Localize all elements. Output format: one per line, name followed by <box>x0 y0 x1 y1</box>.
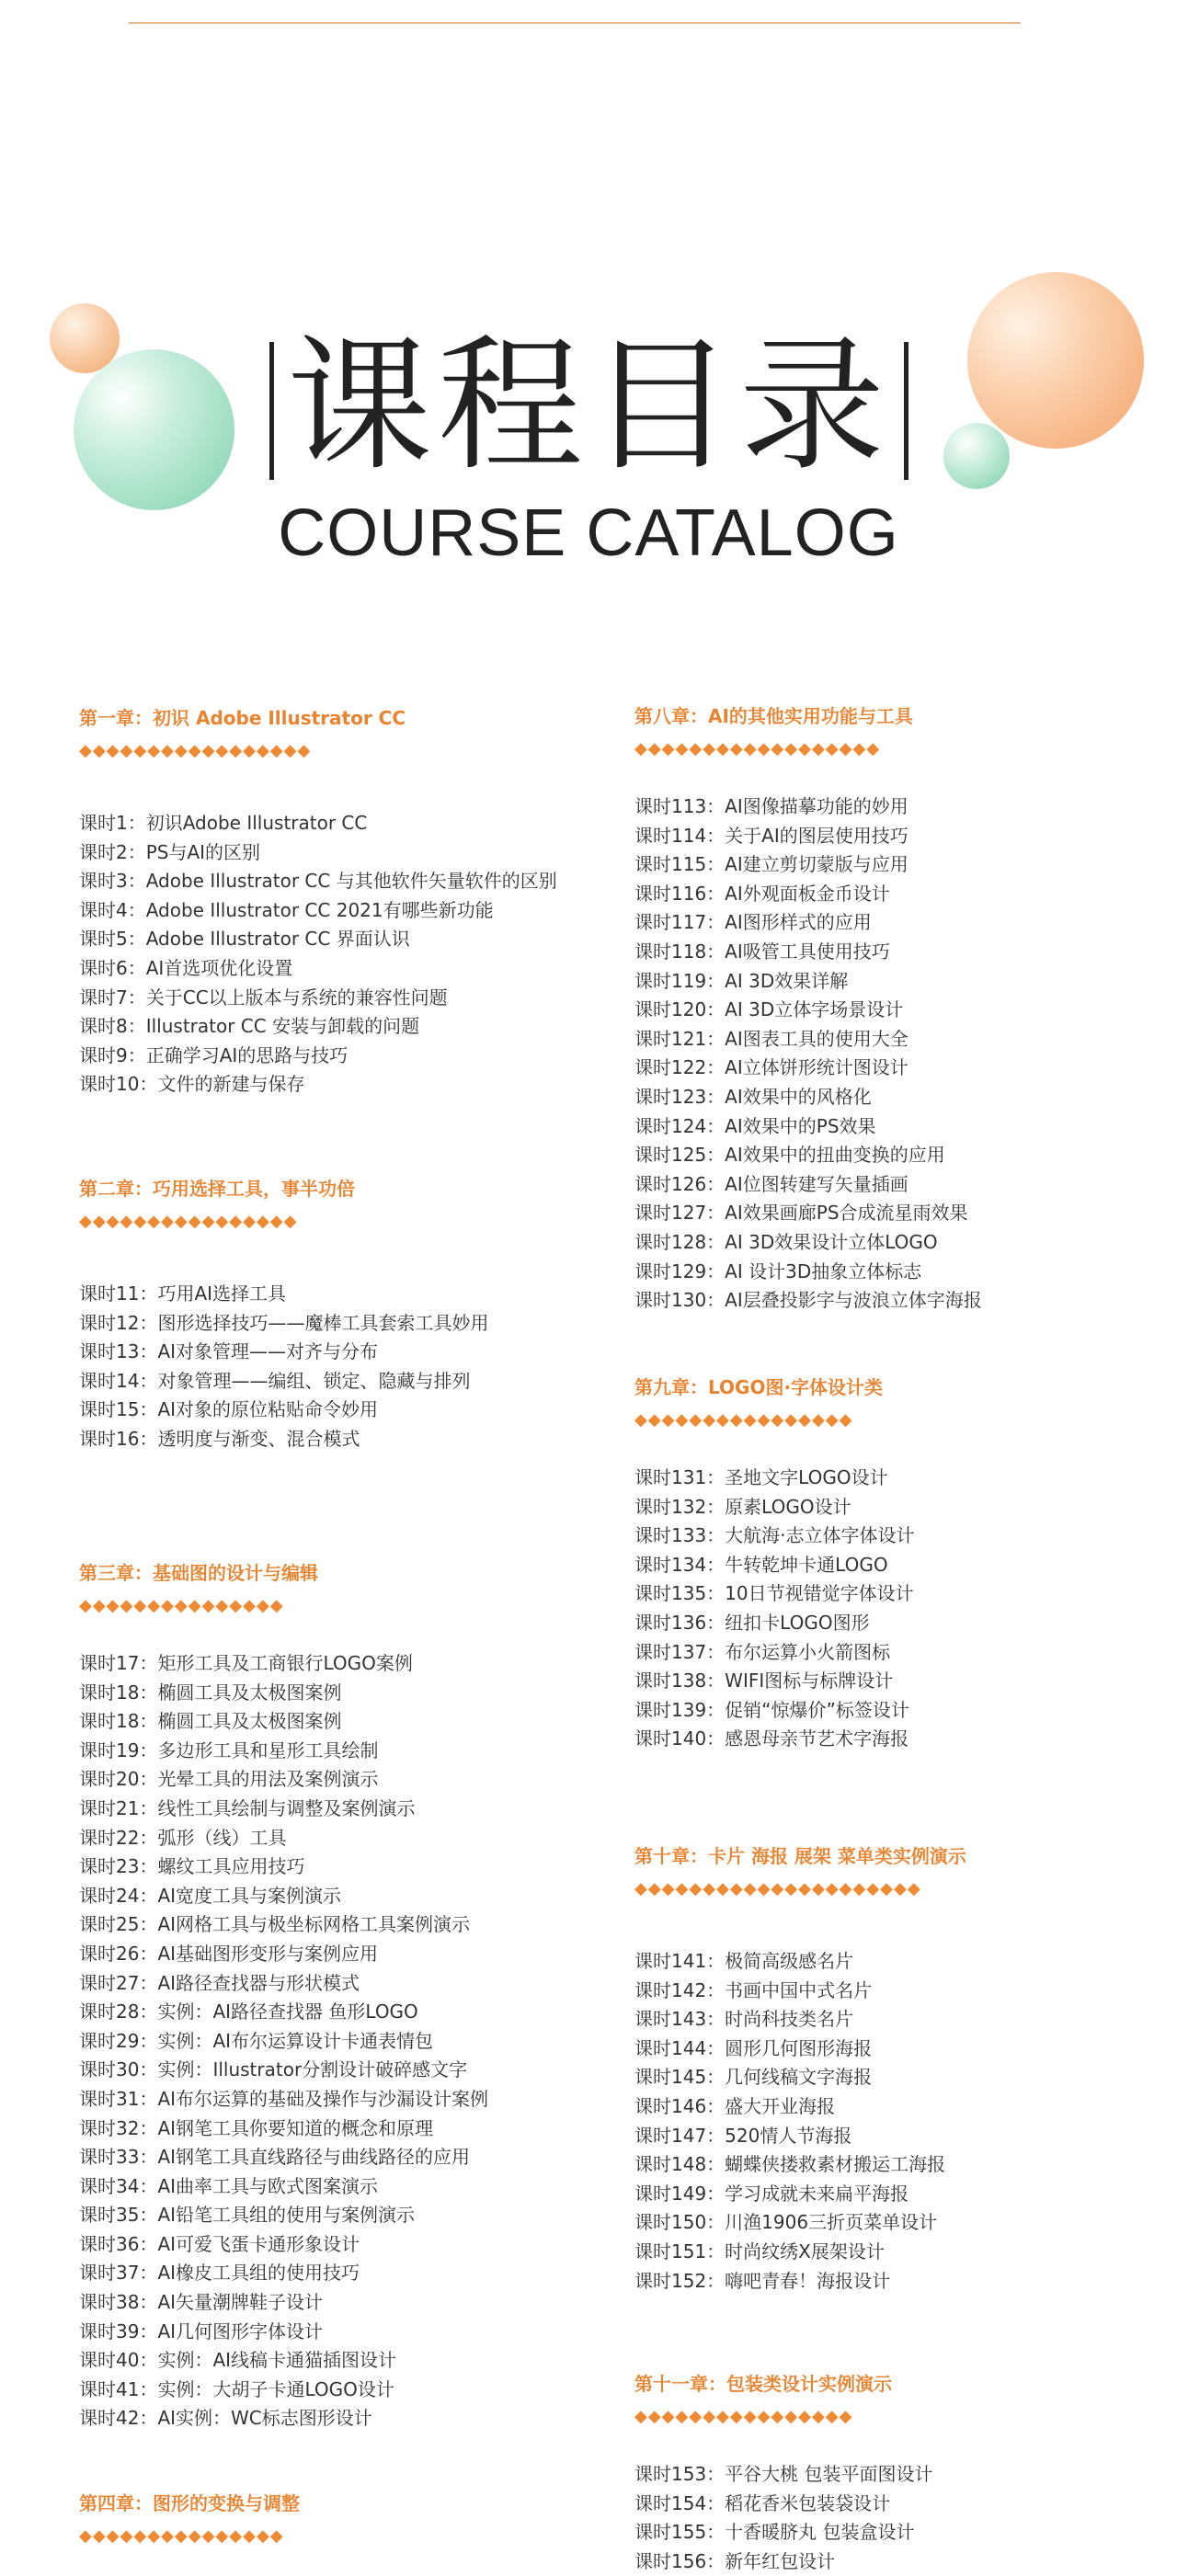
lesson-item[interactable]: 课时147：520情人节海报 <box>634 2124 852 2147</box>
lesson-item[interactable]: 课时42：AI实例：WC标志图形设计 <box>79 2407 372 2430</box>
chapter-diamond-divider: ◆◆◆◆◆◆◆◆◆◆◆◆◆◆◆ <box>79 2526 284 2546</box>
chapter-8 <box>634 704 982 1316</box>
lesson-item[interactable]: 课时18：椭圆工具及太极图案例 <box>79 1710 342 1733</box>
chapter-3 <box>79 1561 488 2434</box>
lesson-item[interactable]: 课时124：AI效果中的PS效果 <box>634 1114 876 1137</box>
lesson-item[interactable]: 课时138：WIFI图标与标牌设计 <box>634 1670 894 1693</box>
lesson-item[interactable]: 课时119：AI 3D效果详解 <box>634 969 849 992</box>
lesson-item[interactable]: 课时143：时尚科技类名片 <box>634 2008 854 2031</box>
lesson-item[interactable]: 课时137：布尔运算小火箭图标 <box>634 1640 891 1663</box>
chapter-diamond-divider: ◆◆◆◆◆◆◆◆◆◆◆◆◆◆◆◆◆ <box>79 741 312 760</box>
chapter-title: 第十一章：包装类设计实例演示 <box>634 2373 892 2395</box>
lesson-item[interactable]: 课时23：螺纹工具应用技巧 <box>79 1855 305 1878</box>
lesson-item[interactable]: 课时29：实例：AI布尔运算设计卡通表情包 <box>79 2029 434 2052</box>
decor-bubble-green-small <box>943 423 1010 489</box>
lesson-item[interactable]: 课时10：文件的新建与保存 <box>79 1073 305 1096</box>
lesson-item[interactable]: 课时26：AI基础图形变形与案例应用 <box>79 1942 379 1965</box>
chapter-4 <box>79 2491 300 2547</box>
chapter-title: 第一章：初识 Adobe Illustrator CC <box>79 707 406 729</box>
lesson-item[interactable]: 课时129：AI 设计3D抽象立体标志 <box>634 1260 922 1282</box>
chapter-title: 第八章：AI的其他实用功能与工具 <box>634 705 913 727</box>
chapter-title: 第十章：卡片 海报 展架 菜单类实例演示 <box>634 1845 966 1867</box>
lesson-item[interactable]: 课时114：关于AI的图层使用技巧 <box>634 824 908 847</box>
lesson-item[interactable]: 课时17：矩形工具及工商银行LOGO案例 <box>79 1652 413 1674</box>
lesson-item[interactable]: 课时121：AI图表工具的使用大全 <box>634 1027 908 1050</box>
lesson-item[interactable]: 课时123：AI效果中的风格化 <box>634 1085 872 1108</box>
lesson-item[interactable]: 课时2：PS与AI的区别 <box>79 840 261 863</box>
lesson-item[interactable]: 课时130：AI层叠投影字与波浪立体字海报 <box>634 1289 982 1312</box>
chapter-11 <box>634 2372 933 2576</box>
lesson-item[interactable]: 课时155：十香暖脐丸 包装盒设计 <box>634 2521 915 2544</box>
title-left-bar <box>269 342 274 480</box>
chapter-10 <box>634 1844 966 2296</box>
chapter-diamond-divider: ◆◆◆◆◆◆◆◆◆◆◆◆◆◆◆◆◆◆◆◆◆ <box>634 1879 921 1898</box>
chapter-9 <box>634 1375 915 1754</box>
lesson-item[interactable]: 课时4：Adobe Illustrator CC 2021有哪些新功能 <box>79 898 494 921</box>
lesson-item[interactable]: 课时28：实例：AI路径查找器 鱼形LOGO <box>79 2000 418 2023</box>
lesson-item[interactable]: 课时139：促销“惊爆价”标签设计 <box>634 1698 909 1721</box>
decor-bubble-orange-large <box>967 272 1144 449</box>
lesson-list <box>79 1649 488 2434</box>
lesson-item[interactable]: 课时32：AI钢笔工具你要知道的概念和原理 <box>79 2116 434 2139</box>
lesson-item[interactable]: 课时152：嗨吧青春！海报设计 <box>634 2269 891 2292</box>
page-title-en: COURSE CATALOG <box>278 496 899 570</box>
lesson-item[interactable]: 课时34：AI曲率工具与欧式图案演示 <box>79 2174 379 2197</box>
lesson-item[interactable]: 课时35：AI铅笔工具组的使用与案例演示 <box>79 2204 416 2227</box>
lesson-item[interactable]: 课时3：Adobe Illustrator CC 与其他软件矢量软件的区别 <box>79 870 557 893</box>
lesson-item[interactable]: 课时131：圣地文字LOGO设计 <box>634 1466 888 1488</box>
lesson-item[interactable]: 课时136：纽扣卡LOGO图形 <box>634 1611 870 1634</box>
lesson-item[interactable]: 课时144：圆形几何图形海报 <box>634 2036 873 2059</box>
lesson-item[interactable]: 课时11：巧用AI选择工具 <box>79 1282 287 1305</box>
chapter-diamond-divider: ◆◆◆◆◆◆◆◆◆◆◆◆◆◆◆ <box>79 1596 284 1615</box>
lesson-item[interactable]: 课时27：AI路径查找器与形状模式 <box>79 1971 360 1994</box>
lesson-item[interactable]: 课时30：实例：Illustrator分割设计破碎感文字 <box>79 2058 468 2081</box>
lesson-item[interactable]: 课时127：AI效果画廊PS合成流星雨效果 <box>634 1202 968 1225</box>
lesson-list <box>79 1280 488 1454</box>
lesson-item[interactable]: 课时115：AI建立剪切蒙版与应用 <box>634 853 908 876</box>
lesson-list <box>79 809 557 1100</box>
lesson-item[interactable]: 课时41：实例：大胡子卡通LOGO设计 <box>79 2377 394 2400</box>
lesson-item[interactable]: 课时126：AI位图转建写矢量插画 <box>634 1172 908 1195</box>
page-title-cn: 课程目录 <box>287 322 890 491</box>
lesson-item[interactable]: 课时13：AI对象管理——对齐与分布 <box>79 1340 379 1363</box>
title-right-bar <box>904 342 908 480</box>
chapter-diamond-divider: ◆◆◆◆◆◆◆◆◆◆◆◆◆◆◆◆ <box>634 2407 853 2426</box>
lesson-item[interactable]: 课时113：AI图像描摹功能的妙用 <box>634 795 908 817</box>
lesson-item[interactable]: 课时19：多边形工具和星形工具绘制 <box>79 1738 379 1761</box>
lesson-item[interactable]: 课时18：椭圆工具及太极图案例 <box>79 1681 342 1704</box>
lesson-item[interactable]: 课时36：AI可爱飞蛋卡通形象设计 <box>79 2232 360 2255</box>
lesson-item[interactable]: 课时24：AI宽度工具与案例演示 <box>79 1884 342 1907</box>
lesson-item[interactable]: 课时135：10日节视错觉字体设计 <box>634 1582 914 1605</box>
lesson-item[interactable]: 课时120：AI 3D立体字场景设计 <box>634 998 904 1021</box>
lesson-item[interactable]: 课时142：书画中国中式名片 <box>634 1978 873 2001</box>
lesson-item[interactable]: 课时6：AI首选项优化设置 <box>79 956 293 979</box>
lesson-item[interactable]: 课时146：盛大开业海报 <box>634 2094 836 2117</box>
lesson-item[interactable]: 课时1：初识Adobe Illustrator CC <box>79 812 368 834</box>
lesson-item[interactable]: 课时33：AI钢笔工具直线路径与曲线路径的应用 <box>79 2146 471 2169</box>
lesson-item[interactable]: 课时149：学习成就未来扁平海报 <box>634 2182 909 2205</box>
lesson-item[interactable]: 课时156：新年红包设计 <box>634 2549 836 2572</box>
lesson-item[interactable]: 课时116：AI外观面板金币设计 <box>634 882 890 905</box>
chapter-1 <box>79 706 557 1100</box>
lesson-item[interactable]: 课时125：AI效果中的扭曲变换的应用 <box>634 1144 945 1167</box>
lesson-item[interactable]: 课时154：稻花香米包装袋设计 <box>634 2491 891 2514</box>
lesson-item[interactable]: 课时134：牛转乾坤卡通LOGO <box>634 1553 888 1576</box>
lesson-item[interactable]: 课时22：弧形（线）工具 <box>79 1826 287 1849</box>
lesson-item[interactable]: 课时31：AI布尔运算的基础及操作与沙漏设计案例 <box>79 2087 489 2110</box>
chapter-title: 第三章：基础图的设计与编辑 <box>79 1562 318 1584</box>
lesson-item[interactable]: 课时122：AI立体饼形统计图设计 <box>634 1056 908 1079</box>
lesson-item[interactable]: 课时21：线性工具绘制与调整及案例演示 <box>79 1796 416 1819</box>
lesson-item[interactable]: 课时151：时尚纹绣X展架设计 <box>634 2240 885 2263</box>
lesson-item[interactable]: 课时16：透明度与渐变、混合模式 <box>79 1427 360 1450</box>
lesson-item[interactable]: 课时25：AI网格工具与极坐标网格工具案例演示 <box>79 1913 471 1936</box>
chapter-diamond-divider: ◆◆◆◆◆◆◆◆◆◆◆◆◆◆◆◆ <box>634 1410 853 1430</box>
lesson-item[interactable]: 课时15：AI对象的原位粘贴命令妙用 <box>79 1398 379 1421</box>
lesson-item[interactable]: 课时148：蝴蝶侠搂救素材搬运工海报 <box>634 2153 946 2176</box>
lesson-item[interactable]: 课时39：AI几何图形字体设计 <box>79 2320 324 2342</box>
lesson-item[interactable]: 课时141：极简高级感名片 <box>634 1950 854 1972</box>
lesson-item[interactable]: 课时145：几何线稿文字海报 <box>634 2066 873 2089</box>
decor-bubble-green-large <box>74 349 234 510</box>
lesson-item[interactable]: 课时8：Illustrator CC 安装与卸载的问题 <box>79 1015 420 1038</box>
lesson-item[interactable]: 课时128：AI 3D效果设计立体LOGO <box>634 1230 938 1253</box>
lesson-item[interactable]: 课时20：光晕工具的用法及案例演示 <box>79 1768 379 1791</box>
lesson-list <box>634 1464 915 1754</box>
chapter-2 <box>79 1177 488 1454</box>
lesson-item[interactable]: 课时7：关于CC以上版本与系统的兼容性问题 <box>79 986 448 1009</box>
top-divider-line <box>129 22 1021 24</box>
lesson-list <box>634 792 982 1316</box>
lesson-item[interactable]: 课时150：川渔1906三折页菜单设计 <box>634 2211 938 2234</box>
lesson-list <box>634 1947 966 2296</box>
chapter-title: 第九章：LOGO图·字体设计类 <box>634 1376 884 1398</box>
lesson-item[interactable]: 课时37：AI橡皮工具组的使用技巧 <box>79 2262 360 2285</box>
lesson-item[interactable]: 课时5：Adobe Illustrator CC 界面认识 <box>79 928 410 951</box>
lesson-item[interactable]: 课时133：大航海·志立体字体设计 <box>634 1524 915 1547</box>
chapter-title: 第四章：图形的变换与调整 <box>79 2492 300 2514</box>
lesson-item[interactable]: 课时132：原素LOGO设计 <box>634 1495 851 1518</box>
lesson-item[interactable]: 课时140：感恩母亲节艺术字海报 <box>634 1727 909 1750</box>
lesson-item[interactable]: 课时12：图形选择技巧——魔棒工具套索工具妙用 <box>79 1311 489 1334</box>
chapter-title: 第二章：巧用选择工具，事半功倍 <box>79 1178 355 1200</box>
lesson-list <box>634 2460 933 2576</box>
lesson-item[interactable]: 课时14：对象管理——编组、锁定、隐藏与排列 <box>79 1369 471 1392</box>
lesson-item[interactable]: 课时118：AI吸管工具使用技巧 <box>634 940 890 963</box>
chapter-diamond-divider: ◆◆◆◆◆◆◆◆◆◆◆◆◆◆◆◆ <box>79 1212 298 1231</box>
lesson-item[interactable]: 课时40：实例：AI线稿卡通猫插图设计 <box>79 2349 397 2372</box>
lesson-item[interactable]: 课时153：平谷大桃 包装平面图设计 <box>634 2463 933 2485</box>
lesson-item[interactable]: 课时117：AI图形样式的应用 <box>634 911 872 934</box>
lesson-item[interactable]: 课时9：正确学习AI的思路与技巧 <box>79 1043 349 1066</box>
lesson-item[interactable]: 课时38：AI矢量潮牌鞋子设计 <box>79 2291 324 2314</box>
chapter-diamond-divider: ◆◆◆◆◆◆◆◆◆◆◆◆◆◆◆◆◆◆ <box>634 739 881 758</box>
